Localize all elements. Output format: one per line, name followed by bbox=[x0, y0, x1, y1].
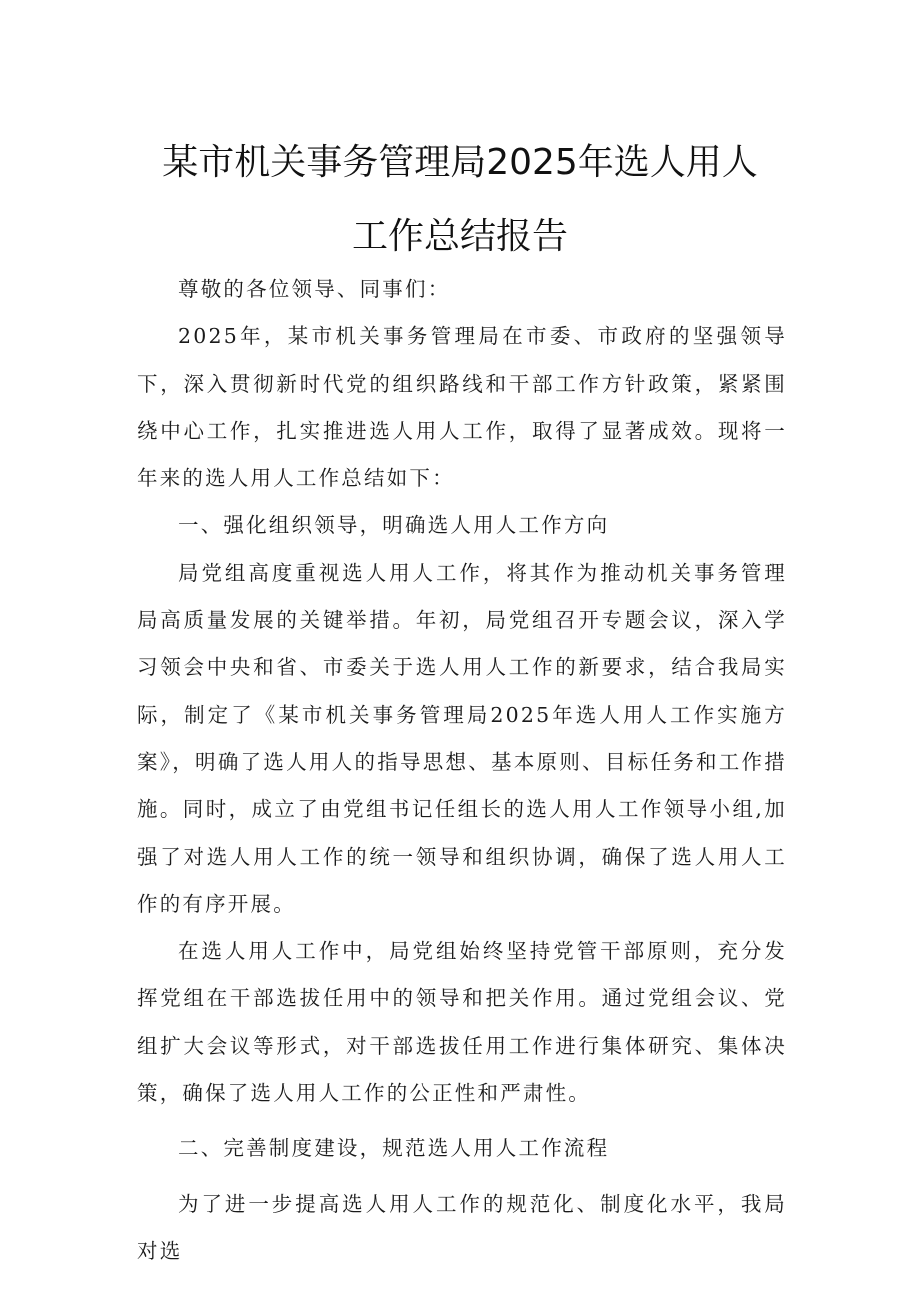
document-title-line-2: 工作总结报告 bbox=[351, 216, 568, 257]
intro-paragraph: 2025年，某市机关事务管理局在市委、市政府的坚强领导下，深入贯彻新时代党的组织路线和干部工作方针政策，紧紧围绕中心工作，扎实推进选人用人工作，取得了显著成效。现将一年来的选人用人工作总结如下： bbox=[137, 324, 787, 491]
section-1-paragraph-2: 在选人用人工作中，局党组始终坚持党管干部原则，充分发挥党组在干部选拔任用中的领导和把关作用。通过党组会议、党组扩大会议等形式，对干部选拔任用工作进行集体研究、集体决策，确保了选人用人工作的公正性和严肃性。 bbox=[137, 939, 787, 1106]
section-2-paragraph-1: 为了进一步提高选人用人工作的规范化、制度化水平，我局对选 bbox=[137, 1191, 787, 1263]
document-title-line-1: 某市机关事务管理局2025年选人用人 bbox=[162, 142, 758, 183]
greeting: 尊敬的各位领导、同事们： bbox=[178, 277, 451, 301]
document-body bbox=[137, 266, 787, 1275]
section-1-heading: 一、强化组织领导，明确选人用人工作方向 bbox=[178, 513, 610, 538]
section-1-paragraph-1: 局党组高度重视选人用人工作，将其作为推动机关事务管理局高质量发展的关键举措。年初，局党组召开专题会议，深入学习领会中央和省、市委关于选人用人工作的新要求，结合我局实际，制定了《某市机关事务管理局2025年选人用人工作实施方案》，明确了选人用人的指导思想、基本原则、目标任务和工作措施。同时，成立了由党组书记任组长的选人用人工作领导小组,加强了对选人用人工作的统一领导和组织协调，确保了选人用人工作的有序开展。 bbox=[137, 560, 787, 916]
section-2-heading: 二、完善制度建设，规范选人用人工作流程 bbox=[178, 1136, 610, 1161]
